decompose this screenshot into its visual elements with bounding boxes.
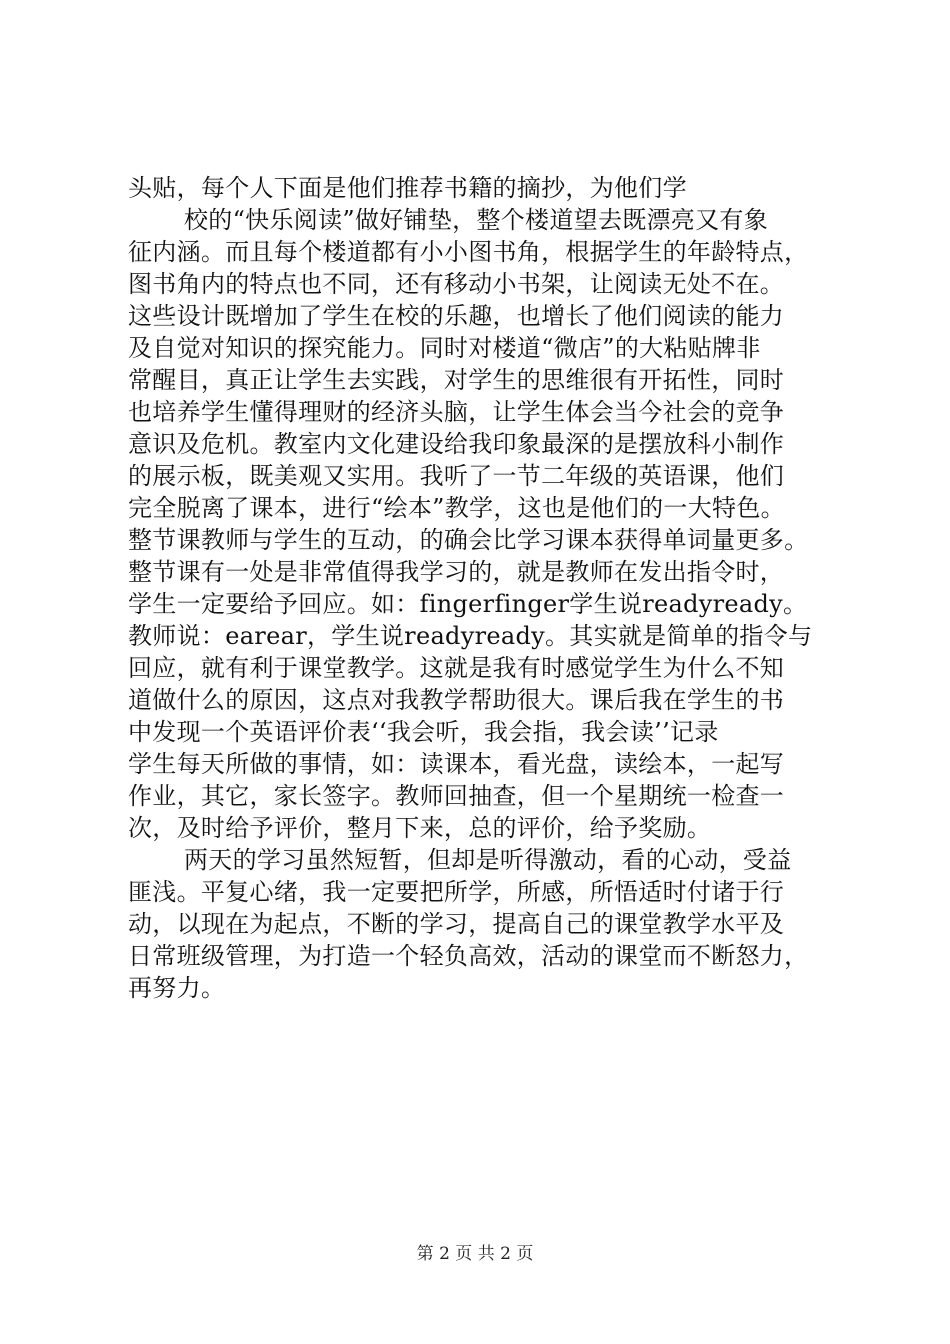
text-line: 整节课教师与学生的互动，的确会比学习课本获得单词量更多。	[128, 526, 809, 554]
text-line: 动，以现在为起点，不断的学习，提高自己的课堂教学水平及	[128, 910, 785, 938]
text-line: 完全脱离了课本，进行“绘本”教学，这也是他们的一大特色。	[128, 494, 785, 522]
text-line: 次，及时给予评价，整月下来，总的评价，给予奖励。	[128, 814, 712, 842]
text-line: 及自觉对知识的探究能力。同时对楼道“微店”的大粘贴牌非	[128, 334, 761, 362]
text-line: 两天的学习虽然短暂，但却是听得激动，看的心动，受益	[184, 846, 792, 874]
text-line: 图书角内的特点也不同，还有移动小书架，让阅读无处不在。	[128, 270, 785, 298]
text-line: 回应，就有利于课堂教学。这就是我有时感觉学生为什么不知	[128, 654, 785, 682]
text-line: 征内涵。而且每个楼道都有小小图书角，根据学生的年龄特点，	[128, 238, 809, 266]
text-line: 中发现一个英语评价表‘‘我会听，我会指，我会读’’记录	[128, 718, 719, 746]
text-line: 也培养学生懂得理财的经济头脑，让学生体会当今社会的竞争	[128, 398, 785, 426]
text-line: 意识及危机。教室内文化建设给我印象最深的是摆放科小制作	[128, 430, 785, 458]
text-line: 日常班级管理，为打造一个轻负高效，活动的课堂而不断怒力，	[128, 942, 809, 970]
text-line: 的展示板，既美观又实用。我听了一节二年级的英语课，他们	[128, 462, 785, 490]
text-line: 再努力。	[128, 974, 226, 1002]
text-line: 常醒目，真正让学生去实践，对学生的思维很有开拓性，同时	[128, 366, 785, 394]
text-line: 教师说：earear，学生说readyready。其实就是简单的指令与	[128, 622, 813, 650]
text-line: 这些设计既增加了学生在校的乐趣，也增长了他们阅读的能力	[128, 302, 785, 330]
page-footer: 第 2 页 共 2 页	[416, 1244, 534, 1264]
text-line: 学生一定要给予回应。如：fingerfinger学生说readyready。	[128, 590, 808, 618]
text-line: 匪浅。平复心绪，我一定要把所学，所感，所悟适时付诸于行	[128, 878, 785, 906]
text-line: 头贴，每个人下面是他们推荐书籍的摘抄，为他们学	[128, 174, 687, 202]
body-text	[128, 172, 848, 1004]
text-line: 学生每天所做的事情，如：读课本，看光盘，读绘本，一起写	[128, 750, 785, 778]
text-line: 整节课有一处是非常值得我学习的，就是教师在发出指令时，	[128, 558, 785, 586]
text-line: 道做什么的原因，这点对我教学帮助很大。课后我在学生的书	[128, 686, 785, 714]
text-line: 校的“快乐阅读”做好铺垫，整个楼道望去既漂亮又有象	[184, 206, 769, 234]
text-line: 作业，其它，家长签字。教师回抽查，但一个星期统一检查一	[128, 782, 785, 810]
